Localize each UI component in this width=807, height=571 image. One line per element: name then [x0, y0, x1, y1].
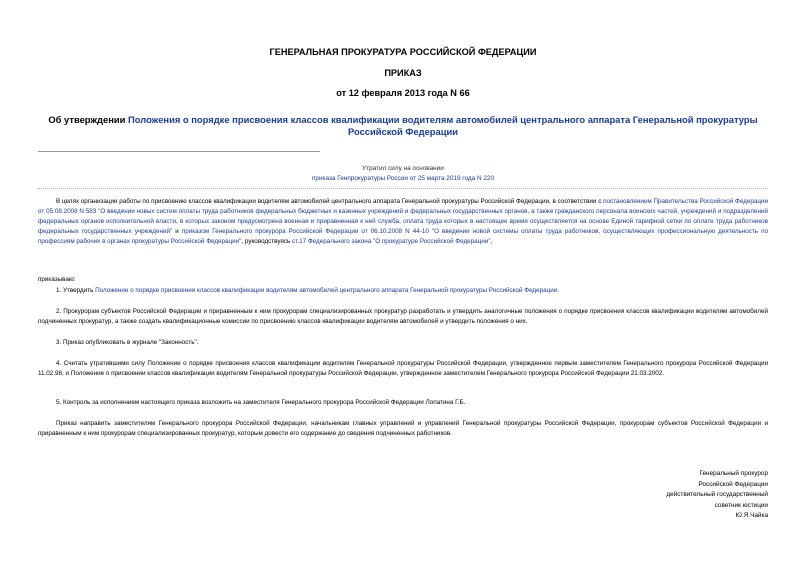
signature-block [568, 469, 768, 522]
title-divider [38, 151, 320, 152]
document-title [38, 114, 768, 138]
intro-paragraph [38, 197, 768, 247]
clause-5: 5. Контроль за исполнением настоящего приказа возложить на заместителя Генерального прокурора Российской Федерации Лопатина Г.Б. [56, 399, 466, 406]
signature-line-3: действительный государственный [666, 491, 768, 498]
federal-law-link[interactable]: ст.17 Федерального закона "О прокуратуре Российской Федерации" [292, 238, 491, 246]
signature-line-2: Российской Федерации [698, 480, 768, 488]
title-regulation-link[interactable]: Положения о порядке присвоения классов квалификации водителям автомобилей центрального аппарата Генеральной прокуратуры Российской Федерации [128, 114, 758, 137]
document-date-number: от 12 февраля 2013 года N 66 [336, 88, 470, 98]
clause-1 [38, 286, 768, 296]
government-decree-link[interactable]: постановлением Правительства Российской Федерации от 05.08.2008 N 583 "О введении новых систем оплаты труда работников федеральных бюджетных и казенных учреждений и федеральных государственных органов, а также гражданского персонала воинских частей, учреждений и подразделений федеральных органов исполнительной власти, в которых законом предусмотрена военная и приравненная к ней служба, оплата труда которых в настоящее время осуществляется на основе Единой тарифной сетки по оплате труда работников федеральных государственных учреждений" [38, 198, 769, 236]
organization-heading: ГЕНЕРАЛЬНАЯ ПРОКУРАТУРА РОССИЙСКОЙ ФЕДЕРАЦИИ [269, 47, 537, 57]
status-repeal-link[interactable]: приказа Генпрокуратуры России от 25 марта 2019 года N 220 [311, 175, 495, 182]
status-divider [38, 188, 768, 189]
signature-line-4: советник юстиции [714, 501, 768, 509]
prosecutor-order-link[interactable]: приказом Генерального прокурора Российской Федерации от 06.10.2008 N 44-10 "О введении новой системы оплаты труда работников, осуществляющих профессиональную деятельность по профессиям рабочих в органах прокуратуры Российской Федерации" [38, 228, 768, 246]
document-page [38, 0, 768, 571]
status-note-text: Утратил силу на основании [362, 165, 444, 172]
status-note [38, 164, 768, 184]
signature-line-1: Генеральный прокурор [699, 470, 768, 477]
title-prefix: Об утверждении [48, 114, 129, 125]
clause-4: 4. Считать утратившими силу Положение о порядке присвоения классов квалификации водителям Генеральной прокуратуры Российской Федерации, утвержденное первым заместителем Генерального прокурора Российской Федерации 11.02.98, и Положение о присвоении классов квалификации водителям Генеральной прокуратуры Российской Федерации, утвержденное заместителем Генерального прокурора Российской Федерации 21.03.2002. [38, 360, 768, 378]
regulation-link[interactable]: Положение о порядке присвоения классов квалификации водителям автомобилей центрального аппарата Генеральной прокуратуры Российской Федерации [95, 287, 558, 294]
clause-1-text-b: . [557, 287, 560, 294]
clause-3: 3. Приказ опубликовать в журнале "Законность". [56, 339, 199, 346]
intro-text-d: , [490, 238, 493, 246]
intro-text-b: и [172, 228, 182, 236]
distribution-paragraph: Приказ направить заместителям Генерального прокурора Российской Федерации, начальникам главных управлений и управлений Генеральной прокуратуры Российской Федерации, прокурорам субъектов Российской Федерации и приравненным к ним прокурорам специализированных прокуратур, которым довести его содержание до сведения подчиненных работников. [38, 420, 768, 438]
ordered-line: приказываю: [38, 276, 76, 283]
clause-2: 2. Прокурорам субъектов Российской Федерации и приравненным к ним прокурорам специализированных прокуратур разработать и утвердить аналогичные положения о порядке присвоения классов квалификации водителям автомобилей подчиненных прокуратур, а также создать квалификационные комиссии по присвоению классов квалификации водителям автомобилей и утвердить положения о них. [38, 308, 768, 326]
intro-text-c: , руководствуясь [241, 238, 293, 246]
clause-1-text-a: 1. Утвердить [56, 287, 96, 294]
document-type-heading: ПРИКАЗ [384, 68, 422, 78]
signature-name: Ю.Я.Чайка [735, 512, 768, 519]
intro-text-a: В целях организации работы по присвоению классов квалификации водителям автомобилей центрального аппарата Генеральной прокуратуры Российской Федерации, в соответствии с [56, 198, 604, 205]
